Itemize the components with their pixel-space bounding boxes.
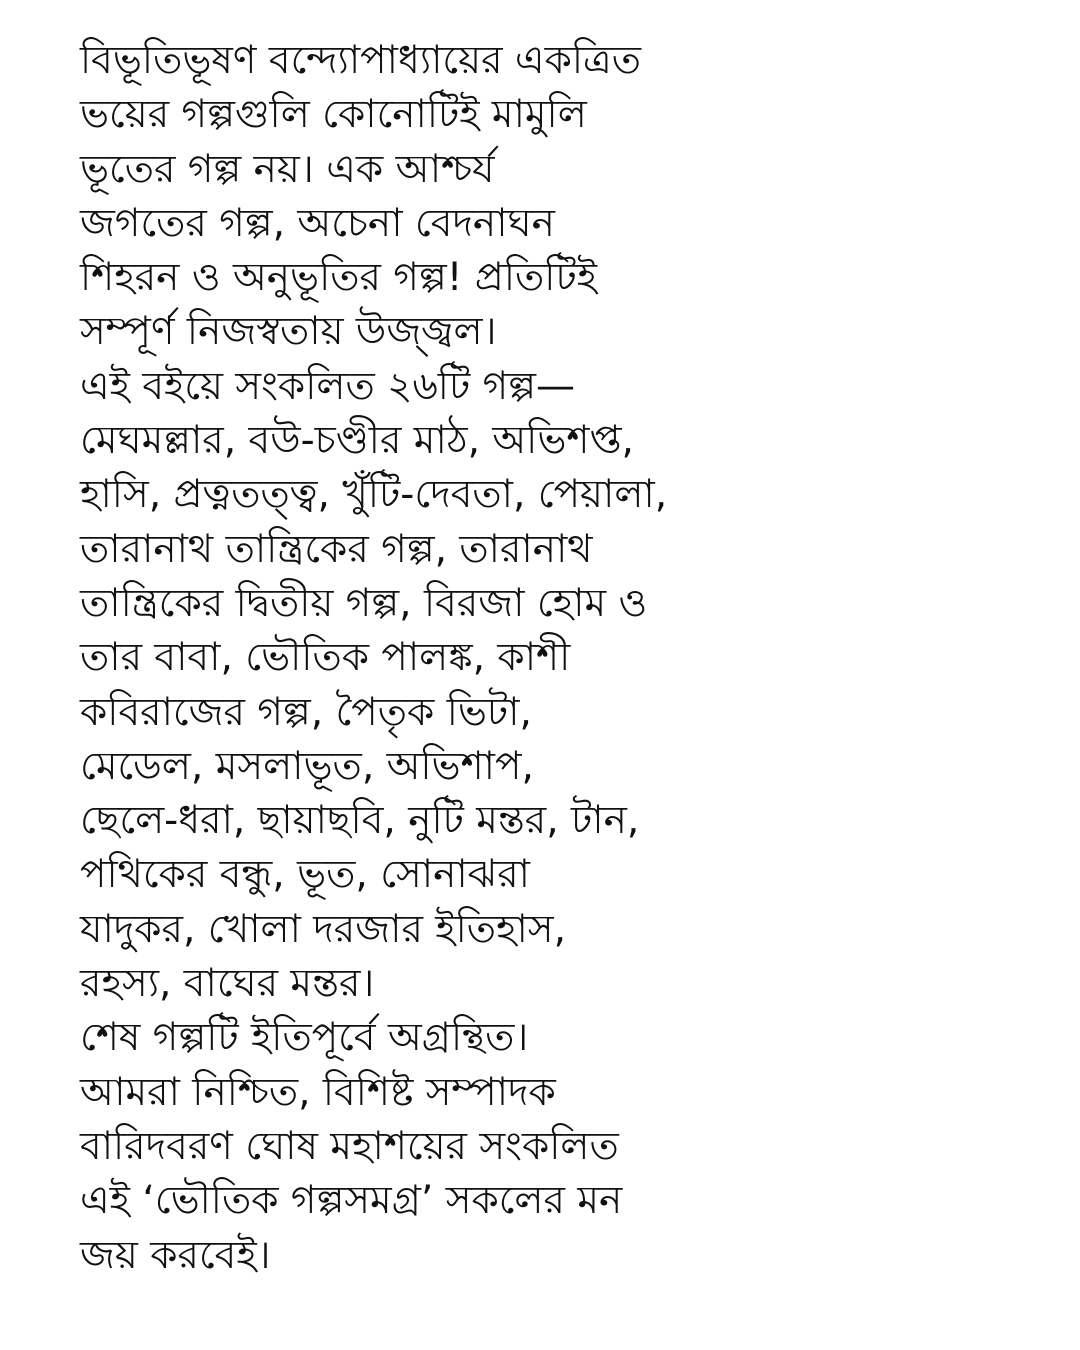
blurb-line: মেঘমল্লার, বউ-চণ্ডীর মাঠ, অভিশপ্ত, [80,418,634,464]
blurb-line: বারিদবরণ ঘোষ মহাশয়ের সংকলিত [80,1123,619,1169]
blurb-line: তান্ত্রিকের দ্বিতীয় গল্প, বিরজা হোম ও [80,580,648,626]
blurb-line: তার বাবা, ভৌতিক পালঙ্ক, কাশী [80,635,571,681]
blurb-line: তারানাথ তান্ত্রিকের গল্প, তারানাথ [80,526,593,572]
blurb-line: ছেলে-ধরা, ছায়াছবি, নুটি মন্তর, টান, [80,798,640,844]
blurb-line: রহস্য, বাঘের মন্তর। [80,961,375,1007]
blurb-line: কবিরাজের গল্প, পৈতৃক ভিটা, [80,689,532,735]
blurb-line: জগতের গল্প, অচেনা বেদনাঘন [80,200,555,246]
blurb-line: হাসি, প্রত্নতত্ত্ব, খুঁটি-দেবতা, পেয়ালা, [80,472,668,518]
blurb-line: মেডেল, মসলাভূত, অভিশাপ, [80,743,534,789]
blurb-line: শেষ গল্পটি ইতিপূর্বে অগ্রন্থিত। [80,1015,529,1061]
blurb-line: এই ‘ভৌতিক গল্পসমগ্র’ সকলের মন [80,1178,623,1224]
blurb-line: জয় করবেই। [80,1232,271,1278]
blurb-line: পথিকের বন্ধু, ভূত, সোনাঝরা [80,852,530,898]
blurb-line: আমরা নিশ্চিত, বিশিষ্ট সম্পাদক [80,1069,556,1115]
blurb-line: ভয়ের গল্পগুলি কোনোটিই মামুলি [80,92,587,138]
blurb-line: সম্পূর্ণ নিজস্বতায় উজ্জ্বল। [80,309,497,355]
blurb-line: এই বইয়ে সংকলিত ২৬টি গল্প— [80,363,576,409]
blurb-text [80,34,1040,1283]
blurb-line: যাদুকর, খোলা দরজার ইতিহাস, [80,906,566,952]
blurb-line: শিহরন ও অনুভূতির গল্প! প্রতিটিই [80,255,597,301]
blurb-line: বিভূতিভূষণ বন্দ্যোপাধ্যায়ের একত্রিত [80,38,641,83]
blurb-line: ভূতের গল্প নয়। এক আশ্চর্য [80,146,495,192]
